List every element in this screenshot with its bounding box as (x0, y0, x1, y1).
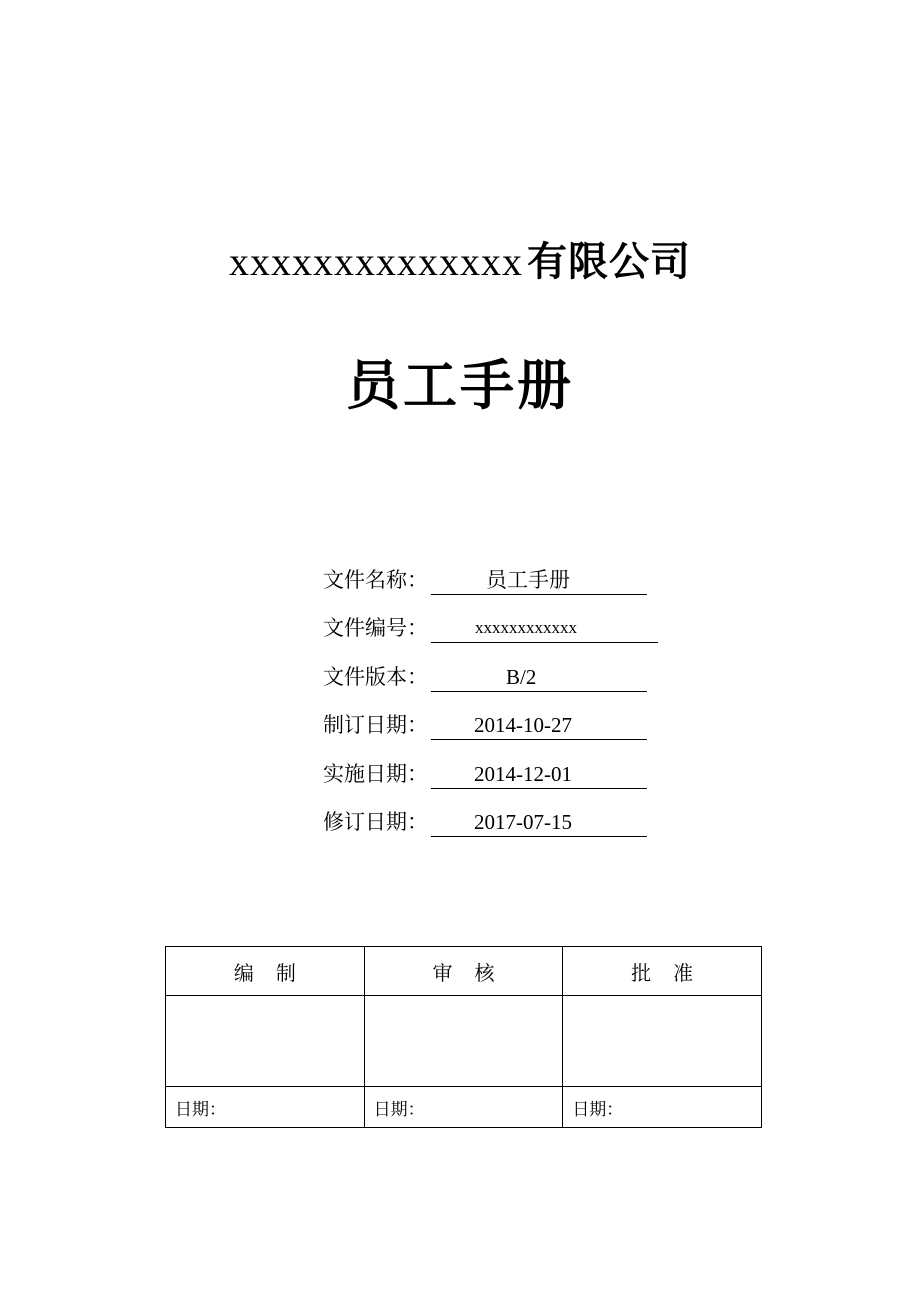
document-title: 员工手册 (346, 354, 574, 417)
date-cell-prepared: 日期： (166, 1087, 365, 1128)
header-approved-by: 批准 (563, 947, 762, 996)
company-title (0, 232, 920, 292)
date-row (166, 1087, 762, 1128)
info-value-created-date: 2014-10-27 (431, 710, 647, 740)
info-row-revised-date (323, 807, 683, 855)
info-value-file-version: B/2 (431, 662, 647, 692)
info-label: 制订日期： (323, 713, 428, 738)
signature-cell-reviewed (364, 996, 563, 1087)
date-cell-approved: 日期： (563, 1087, 762, 1128)
info-value-revised-date: 2017-07-15 (431, 807, 647, 837)
date-cell-reviewed: 日期： (364, 1087, 563, 1128)
info-label: 修订日期： (323, 809, 428, 834)
info-row-file-name (323, 565, 683, 613)
info-row-effective-date (323, 759, 683, 807)
company-suffix: 有限公司 (527, 239, 691, 285)
info-label: 文件编号： (323, 616, 428, 641)
info-label: 实施日期： (323, 761, 428, 786)
info-label: 文件名称： (323, 568, 428, 592)
info-value-file-number: xxxxxxxxxxxx (431, 613, 658, 643)
info-value-file-name: 员工手册 (431, 565, 647, 595)
document-info-block (323, 565, 683, 855)
info-label: 文件版本： (323, 664, 428, 689)
info-row-file-version (323, 662, 683, 710)
approval-table (165, 946, 762, 1128)
header-reviewed-by: 审核 (364, 947, 563, 996)
header-prepared-by: 编制 (166, 947, 365, 996)
signature-cell-approved (563, 996, 762, 1087)
signature-cell-prepared (166, 996, 365, 1087)
info-row-created-date (323, 710, 683, 758)
signature-row (166, 996, 762, 1087)
info-row-file-number (323, 613, 683, 661)
approval-header-row (166, 947, 762, 996)
info-value-effective-date: 2014-12-01 (431, 759, 647, 789)
company-name: xxxxxxxxxxxxxx (229, 239, 523, 284)
